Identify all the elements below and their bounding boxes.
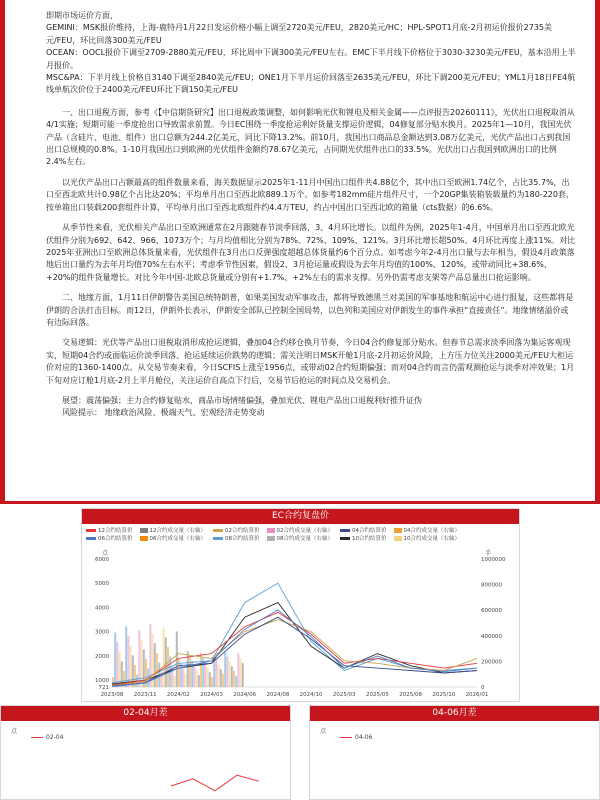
paragraph-seasonality: 从季节性来看，光伏相关产品出口至欧洲通常在2月跟随春节淡季回落，3、4月环比增长。以组件为例，2025年1-4月，中国单月出口至西北欧光伏组件分别为692、642、966、1073万个；与月均值相比分别为78%、72%、109%、121%。3月环比增长超50%、4月环比再度上涨11%。对比2025年亚洲出口至欧洲总体货量来看，光伏组件在3月出口反弹强度超越总体货量约6个百分点。如考虑今年2-4月出口量与去年相当，假设4月政策落地后出口量约为去年月均值70%左右水平；考虑季节性因素，假设2、3月抢运量或假设为去年月均值的100%、120%，或带动同比+38.6%、+20%的组件货量增长。对比今年中国-北欧总货量或分别有+1.7%、+2%左右的需求支撑。另外仍需考虑支架等产品总量出口抢运影响。 [46,223,576,282]
legend-item [267,527,334,535]
volume-bar [218,664,220,687]
legend-label: 08合约结算价 [225,536,260,542]
spread-0406-legend-label: 04-06 [355,734,373,741]
legend-label: 12合约结算价 [98,528,133,534]
legend-item [267,535,334,543]
legend-label: 02合约结算价 [225,528,260,534]
volume-bar [198,675,200,687]
legend-item [394,535,461,543]
right-tick-label: 600000 [481,608,502,615]
legend-item [213,535,260,543]
volume-bar [185,673,187,687]
legend-item [140,527,207,535]
volume-bar [229,661,231,687]
spread-0204-plot [1,721,290,799]
volume-bar [182,669,184,687]
x-tick-label: 2024/03 [200,692,223,698]
volume-bar [215,660,217,687]
legend-label: 08合约成交量（右轴） [276,536,333,542]
legend-swatch [140,536,148,541]
ec-contract-chart [81,508,520,702]
x-tick-label: 2025/03 [332,692,356,698]
ec-chart-legend [86,527,516,543]
x-tick-label: 2025/10 [432,692,456,698]
legend-swatch [86,529,96,532]
gemini-line: GEMINI：MSK报价维持，上海-鹿特丹1月22日发运价格小幅上调至2720美元/FEU，2820美元/HC；HPL-SPOT1月底-2月初运价报价2735美元/FEU，环比回落300美元/FEU [46,23,553,45]
legend-label: 10合约成交量（右轴） [403,536,460,542]
legend-swatch [340,737,352,739]
legend-item [340,535,387,543]
legend-label: 06合约成交量（右轴） [149,536,206,542]
paragraph-module-volume: 以光伏产品出口占额最高的组件数量来看，海关数据显示2025年1-11月中国出口组件共4.88亿个，其中出口至欧洲1.74亿个，占比35.7%，出口至西北欧共计0.98亿个占比达20%；平均单月出口至西北欧889.1万个。如参考182mm硅片组件尺寸，一个20GP集装箱装载量约为180-220套，按单箱出口装载200套组件计算，平均单月出口至西北欧组件约4.4万TEU，约占中国出口至西北欧的箱量（cts数据）的6.6%。 [46,177,574,212]
volume-bar [116,642,118,687]
right-tick-label: 1000000 [481,557,506,563]
left-tick-label: 4000 [95,605,109,612]
volume-bar [125,627,127,687]
legend-swatch [213,529,223,532]
legend-item [86,535,133,543]
spread-0406-title: 04-06月差 [310,706,599,721]
volume-bar [154,643,156,687]
left-tick-label: 6000 [95,557,109,563]
volume-bar [233,671,235,687]
paragraph-export-tax: 一、出口退税方面，参考《【中信期货研究】出口退税政策调整，如何影响光伏和锂电及相关金属——点评报告20260111》，光伏出口退税取消从4/1实施；短期可能一季度抢出口导致需求前置。今日EC围绕一季度抢运利好货量支撑运价逻辑，04修复部分贴水换月。2025年1—10月，我国光伏产品（含硅片、电池、组件）出口总额为244.2亿美元，同比下降13.2%。前10月，我国出口商品总金额达到3.08万亿美元，光伏产品出口占到我国出口总规模的0.8%。1-10月我国出口到欧洲的光伏组件金额约78.67亿美元，占同期光伏组件出口的33.5%。光伏出口占我国到欧洲出口的比例2.4%左右。 [46,107,575,167]
volume-bar [222,674,224,687]
x-tick-label: 2025/05 [366,692,389,698]
spread-0204-unit: 点 [11,728,18,735]
legend-label: 04合约结算价 [352,528,387,534]
volume-bar [114,633,116,687]
volume-bar [242,663,244,687]
legend-item [394,527,461,535]
volume-bar [224,652,226,687]
legend-swatch [140,528,148,533]
legend-item [86,527,133,535]
legend-label: 10合约结算价 [352,536,387,542]
freight-heading: 即期市场运价方面， [46,11,118,20]
legend-item [340,527,387,535]
legend-label: 02合约成交量（右轴） [276,528,333,534]
right-tick-label: 400000 [481,633,502,640]
x-tick-label: 2024/06 [233,692,257,698]
ec-chart-plot [82,547,519,702]
volume-bar [207,667,209,687]
volume-bar [165,637,167,687]
left-tick-label: 2000 [95,653,109,660]
volume-bar [156,653,158,687]
volume-bar [204,663,206,687]
right-tick-label: 0 [481,685,485,691]
paragraph-geopolitics: 二、地缘方面，1月11日伊朗警告美国总统特朗普，如果美国发动军事攻击，都将导致德黑兰对美国的军事基地和航运中心进行报复，这些都将是伊朗的合法打击目标。而12日，伊朗外长表示，伊朗安全部队已控制全国局势，以色列和美国应对伊朗发生的事件承担“直接责任”。地缘情绪溢价或有边际回落。 [46,293,574,327]
volume-bar [163,628,165,687]
outlook-line: 展望：震荡偏强；主力合约修复贴水，商品市场情绪偏强，叠加光伏、锂电产品出口退税利好推升证伪 [62,395,422,405]
volume-bar [196,670,198,687]
volume-bar [240,658,242,687]
x-tick-label: 2023/08 [100,692,124,698]
left-tick-label: 1000 [95,678,109,685]
legend-label: 06合约结算价 [98,536,133,542]
x-tick-label: 2024/08 [266,692,290,698]
legend-swatch [394,528,402,533]
volume-bar [237,654,239,687]
right-unit: 手 [485,550,492,557]
spread-0204-line [171,775,259,791]
volume-bar [220,669,222,687]
left-tick-label: 5000 [95,581,109,588]
msc-line: MSC&PA：下半月线上价格自3140下调至2840美元/FEU；ONE1月下半月运价回落至2635美元/FEU，环比下调200美元/FEU；YML1月18日FE4航线单航次价位于2400美元/FEU环比下调150美元/FEU [46,73,576,95]
spread-0204-legend-label: 02-04 [46,734,64,741]
legend-swatch [340,537,350,540]
volume-bar [189,656,191,687]
legend-label: 04合约成交量（右轴） [403,528,460,534]
spread-0204-chart [0,705,291,800]
x-tick-label: 2024/02 [166,692,190,698]
x-tick-label: 2026/01 [465,692,489,698]
volume-bar [231,666,233,687]
legend-swatch [340,529,350,532]
volume-bar [211,677,213,687]
legend-item [140,535,207,543]
legend-swatch [213,537,223,540]
risk-line: 风险提示： 地缘政治风险、极端天气、宏观经济走势变动 [62,408,265,418]
right-tick-label: 200000 [481,659,502,666]
right-tick-label: 800000 [481,582,502,589]
ec-chart-title: EC合约复盘价 [82,509,519,524]
volume-bar [226,657,228,687]
spread-0406-chart [309,705,600,800]
volume-bar [130,646,132,687]
x-tick-label: 2024/10 [299,692,323,698]
volume-bar [127,636,129,687]
left-unit: 点 [102,550,109,557]
volume-bar [193,666,195,687]
legend-swatch [394,536,402,541]
spread-0406-unit: 点 [320,728,327,735]
legend-swatch [267,536,275,541]
x-tick-label: 2023/11 [133,692,157,698]
left-tick-label: 721 [98,685,109,691]
left-tick-label: 3000 [95,629,109,636]
x-tick-label: 2025/08 [399,692,423,698]
commentary-text [46,10,576,420]
legend-item [213,527,260,535]
volume-bar [167,647,169,687]
paragraph-trading-logic: 交易逻辑：光伏等产品出口退税取消形成抢运逻辑，叠加04合约移仓换月节奏，今日04合约修复部分贴水。但春节总需求淡季回落为集运客观现实，短期04合约或面临运价淡季回落、抢运延续运价跌势的逻辑；需关注明日MSK开舱1月底-2月初运价风险，上方压力位关注2000美元/FEU大柜运价对应的1360-1400点。从交易节奏来看，今日SCFIS上涨至1956点，或带动02合约短期偏强；而对04合约而言仍需观测抢运与淡季对冲效果；1月下旬对应订舱1月底-2月上半月舱位，关注运价自高点下行后，交易节后抢运的时间点及交易机会。 [46,338,575,385]
legend-swatch [267,528,275,533]
volume-bar [200,653,202,687]
spread-0204-title: 02-04月差 [1,706,290,721]
legend-swatch [86,537,96,540]
volume-bar [235,676,237,687]
volume-bar [209,672,211,687]
volume-bar [141,640,143,687]
spread-0406-legend [340,734,372,741]
legend-label: 12合约成交量（右轴） [149,528,206,534]
ocean-line: OCEAN：OOCL报价下调至2709-2880美元/FEU，环比周中下调300美元/FEU左右。EMC下半月线下价格位于3030-3230美元/FEU，基本沿用上半月报价。 [46,48,576,70]
volume-bar [174,676,176,687]
